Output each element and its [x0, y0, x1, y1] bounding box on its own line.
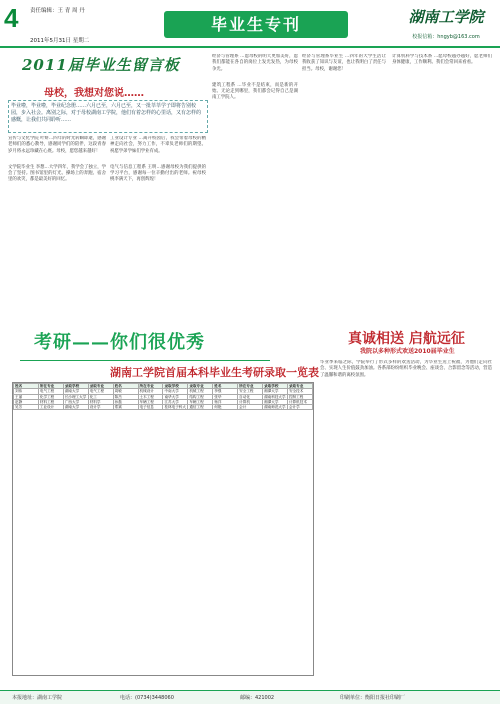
- farewell-headline: 真诚相送 启航远征: [348, 331, 465, 347]
- section-title: 毕业生专刊: [210, 15, 301, 34]
- table-cell: 长沙理工大学: [64, 394, 87, 399]
- footer-printer: 印刷单位：衡阳日报社印刷厂: [340, 695, 406, 701]
- table-cell: 会计学: [287, 405, 312, 410]
- kaoyan-table: [12, 382, 314, 676]
- table-cell: 材料工程: [38, 399, 63, 404]
- table-cell: 陈杰: [113, 394, 138, 399]
- table-cell: 安全工程: [238, 389, 263, 394]
- table-cell: 化工: [88, 394, 113, 399]
- article-column-2: 工业设计专业 …离开校园后，我会带着母校的精神走向社会，努力工作，不辜负老师们的期望。祝愿学弟学妹们学业有成。 电气与信息工程系 王明…感谢母校为我们提供的学习平台，感谢每一位辛勤付出的老师。祝母校桃李满天下，再创辉煌！: [110, 136, 206, 183]
- table-cell: 化学工程: [38, 394, 63, 399]
- table-cell: 工业设计: [38, 405, 63, 410]
- table-header-cell: 录取学校: [163, 384, 188, 389]
- table-cell: 湘潭大学: [263, 399, 288, 404]
- table-cell: 郑斌: [113, 405, 138, 410]
- table-cell: 自动化: [238, 394, 263, 399]
- footer-postcode: 邮编：421002: [240, 695, 275, 701]
- table-header-cell: 所在专业: [38, 384, 63, 389]
- table-cell: 电气工程: [88, 389, 113, 394]
- table-header-cell: 姓名: [113, 384, 138, 389]
- table-header-cell: 姓名: [213, 384, 238, 389]
- table-header-cell: 录取专业: [188, 384, 213, 389]
- kaoyan-divider: [20, 360, 270, 361]
- table-cell: 杨洋: [213, 399, 238, 404]
- table-cell: 湖南大学: [63, 389, 88, 394]
- table-cell: 江苏大学: [163, 399, 188, 404]
- logo-email: 校报信箱：hngyb@163.com: [412, 34, 480, 40]
- feature-title: 2011届毕业生留言板: [22, 56, 180, 74]
- table-cell: 电子信息: [138, 405, 163, 410]
- editor-line: 责任编辑：王 青 周 丹: [30, 8, 85, 14]
- article-column-3: 经济与管理系 …愿母校的明天更加美好，愿我们都能在各自的岗位上发光发热，为母校争光。 建筑工程系 …毕业不是结束，而是新的开始。无论走到哪里，我们都会记得自己是湖南工学院人。: [212, 54, 298, 101]
- header-divider: [0, 46, 500, 48]
- table-cell: 周敏: [113, 389, 138, 394]
- footer-address: 本报地址：湖南工学院: [12, 695, 63, 701]
- table-cell: 湖南师范大学: [264, 405, 286, 410]
- article-column-5: 计算机科学与技术系 …愿母校越办越好，愿老师们身体健康，工作顺利。我们会常回来看看。: [392, 54, 492, 66]
- table-cell: 土木工程: [138, 394, 163, 399]
- table-cell: 结构工程: [188, 394, 213, 399]
- masthead: [0, 0, 500, 48]
- table-header-cell: 所在专业: [138, 384, 163, 389]
- table-cell: 湘潭大学: [263, 389, 288, 394]
- table-header-cell: 所在专业: [238, 384, 263, 389]
- page-footer: [0, 690, 500, 704]
- table-cell: 赵静: [14, 399, 39, 404]
- footer-phone: 电话：(0734)3448060: [120, 695, 174, 701]
- table-cell: 会计: [238, 405, 263, 410]
- table-header-cell: 录取专业: [88, 384, 113, 389]
- table-cell: 通信工程: [188, 405, 213, 410]
- table-cell: 机械设计: [138, 389, 163, 394]
- table-cell: 张华: [213, 394, 238, 399]
- table-cell: 机械工程: [188, 389, 213, 394]
- table-cell: 中南大学: [163, 389, 188, 394]
- table-header-cell: 录取学校: [63, 384, 88, 389]
- table-header-cell: 录取专业: [287, 384, 312, 389]
- article-column-1: 宣传与文化学院 叶妍…四年的时光转瞬即逝，感谢老师们的悉心教导，感谢同学们的陪伴，这段青春岁月将永远珍藏在心底。母校，愿您越来越好！ 文学院毕业生 李想…大学四年，我学会了独立，学会了坚持。图书馆里的灯光、操场上的奔跑、宿舍里的欢笑，都是最美好的回忆。: [8, 136, 106, 183]
- table-cell: 刘伟: [14, 389, 39, 394]
- table-header-cell: 录取学校: [263, 384, 288, 389]
- table-cell: 南华大学: [163, 394, 188, 399]
- table-cell: 湖南大学: [63, 405, 88, 410]
- table-cell: 桂林电子科大: [164, 405, 186, 410]
- farewell-subhead: 我院以多种形式欢送2010届毕业生: [360, 348, 455, 355]
- page-number: 4: [4, 3, 19, 33]
- kaoyan-title: 考研——你们很优秀: [34, 332, 205, 353]
- table-cell: 电气工程: [38, 389, 63, 394]
- table-cell: 湖南科技大学: [264, 394, 286, 399]
- article-column-4: 经济与管理系毕业生 …四年的大学生活让我收获了知识与友谊，也让我明白了责任与担当。母校，谢谢您！: [302, 54, 386, 72]
- table-cell: 车辆工程: [138, 399, 163, 404]
- table-cell: 车辆工程: [188, 399, 213, 404]
- table-cell: 材料学: [88, 399, 113, 404]
- table-cell: 设计学: [88, 405, 113, 410]
- newspaper-logo: 湖南工学院: [408, 8, 484, 26]
- table-cell: 吴芳: [14, 405, 39, 410]
- kaoyan-table-title: 湖南工学院首届本科毕业生考研录取一览表: [110, 366, 319, 379]
- table-cell: 孙磊: [113, 399, 138, 404]
- table-cell: 计算机: [238, 399, 263, 404]
- date-line: 2011年5月31日 星期二: [30, 38, 90, 44]
- table-row: [14, 405, 313, 410]
- farewell-article: 毕业季来临之际，学院举行了形式多样的欢送活动，为毕业生送上祝福，为他们走向社会、实现人生价值鼓劲加油。各系部纷纷组织毕业晚会、座谈会、合影留念等活动，营造了温馨和谐的离校氛围。: [320, 360, 492, 378]
- feature-subtitle: 母校，我想对您说……: [44, 88, 144, 99]
- table-cell: 王丽: [14, 394, 39, 399]
- table-cell: 控制工程: [287, 394, 312, 399]
- table-cell: 何艳: [213, 405, 238, 410]
- feature-lead: 毕业啦，毕业啦，毕业纪念册……六月已至，六月已至，又一批莘莘学子即将告别校园，步入社会。离别之际，对于母校湖南工学院，他们有着怎样的心里话，又有怎样的感慨，让我们共同聆听……: [8, 100, 208, 133]
- table-cell: 李强: [213, 389, 238, 394]
- table-cell: 安全技术: [287, 389, 312, 394]
- table-cell: 广西大学: [63, 399, 88, 404]
- table-header-cell: 姓名: [14, 384, 39, 389]
- table-cell: 计算机技术: [287, 399, 312, 404]
